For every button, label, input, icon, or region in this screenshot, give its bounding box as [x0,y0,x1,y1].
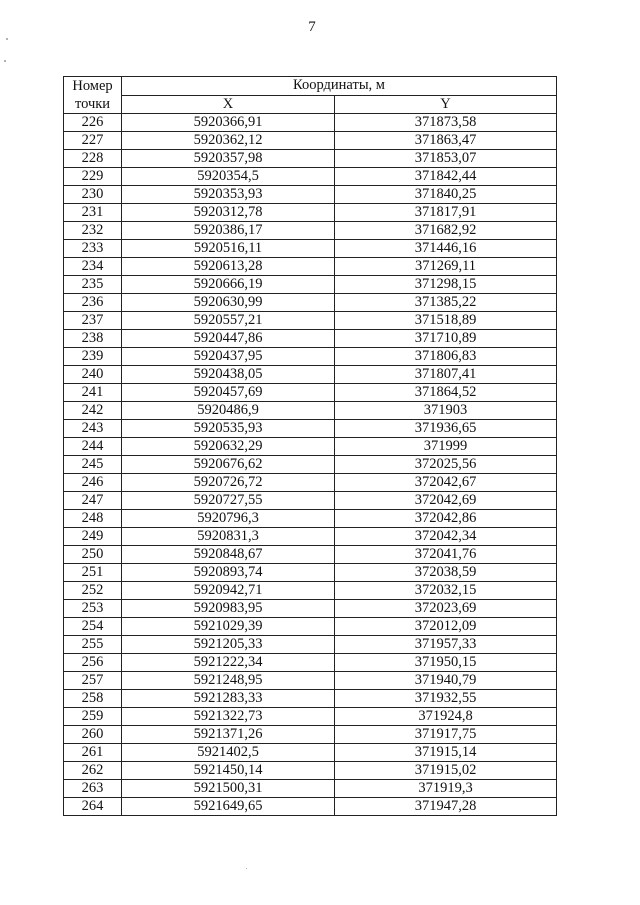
y-coordinate-cell: 372038,59 [335,564,557,582]
y-coordinate-cell: 372042,69 [335,492,557,510]
scan-speck [246,868,247,869]
point-number-cell: 241 [64,384,122,402]
y-coordinate-cell: 371919,3 [335,780,557,798]
y-coordinate-cell: 371940,79 [335,672,557,690]
table-row [64,546,557,564]
point-header-line1: Номер [72,78,113,94]
table-row [64,780,557,798]
point-number-cell: 244 [64,438,122,456]
x-coordinate-cell: 5920535,93 [122,420,335,438]
x-coordinate-cell: 5921283,33 [122,690,335,708]
point-number-cell: 234 [64,258,122,276]
table-row [64,294,557,312]
y-coordinate-cell: 372012,09 [335,618,557,636]
y-coordinate-cell: 371999 [335,438,557,456]
table-row [64,600,557,618]
table-row [64,474,557,492]
page-number: 7 [308,19,316,35]
point-number-cell: 245 [64,456,122,474]
y-coordinate-cell: 371932,55 [335,690,557,708]
point-number-cell: 240 [64,366,122,384]
point-number-cell: 262 [64,762,122,780]
x-coordinate-cell: 5920942,71 [122,582,335,600]
table-row [64,456,557,474]
table-row [64,168,557,186]
y-coordinate-cell: 371950,15 [335,654,557,672]
x-coordinate-cell: 5920437,95 [122,348,335,366]
table-row [64,330,557,348]
point-number-cell: 243 [64,420,122,438]
header-row-axes [64,95,557,114]
x-coordinate-cell: 5920357,98 [122,150,335,168]
x-coordinate-cell: 5920676,62 [122,456,335,474]
x-coordinate-cell: 5920632,29 [122,438,335,456]
table-row [64,348,557,366]
point-number-header [64,77,122,114]
x-coordinate-cell: 5921500,31 [122,780,335,798]
table-row [64,654,557,672]
x-coordinate-cell: 5920366,91 [122,114,335,132]
x-coordinate-cell: 5920831,3 [122,528,335,546]
table-row [64,438,557,456]
table-row [64,510,557,528]
point-number-cell: 233 [64,240,122,258]
x-coordinate-cell: 5921205,33 [122,636,335,654]
table-row [64,618,557,636]
table-row [64,744,557,762]
point-number-cell: 253 [64,600,122,618]
y-coordinate-cell: 371682,92 [335,222,557,240]
x-coordinate-cell: 5920796,3 [122,510,335,528]
x-coordinate-cell: 5920438,05 [122,366,335,384]
scan-speck [6,38,8,40]
point-number-cell: 257 [64,672,122,690]
x-coordinate-cell: 5921029,39 [122,618,335,636]
y-coordinate-cell: 371518,89 [335,312,557,330]
y-coordinate-cell: 371957,33 [335,636,557,654]
y-coordinate-cell: 372041,76 [335,546,557,564]
y-coordinate-cell: 371863,47 [335,132,557,150]
y-coordinate-cell: 371298,15 [335,276,557,294]
y-coordinate-cell: 372025,56 [335,456,557,474]
y-coordinate-cell: 371817,91 [335,204,557,222]
y-coordinate-cell: 371269,11 [335,258,557,276]
table-row [64,384,557,402]
table-header [64,77,557,114]
point-number-cell: 260 [64,726,122,744]
point-number-cell: 255 [64,636,122,654]
table-row [64,672,557,690]
x-coordinate-cell: 5920386,17 [122,222,335,240]
y-coordinate-cell: 372042,34 [335,528,557,546]
x-coordinate-cell: 5920727,55 [122,492,335,510]
table-row [64,114,557,132]
point-header-line2: точки [74,96,111,112]
x-coordinate-cell: 5921248,95 [122,672,335,690]
y-coordinate-cell: 371936,65 [335,420,557,438]
x-coordinate-cell: 5920726,72 [122,474,335,492]
x-coordinate-cell: 5920557,21 [122,312,335,330]
y-coordinate-cell: 371903 [335,402,557,420]
table-row [64,402,557,420]
point-number-cell: 232 [64,222,122,240]
table-row [64,636,557,654]
x-coordinate-cell: 5921371,26 [122,726,335,744]
table-row [64,132,557,150]
x-coordinate-cell: 5920312,78 [122,204,335,222]
table-row [64,258,557,276]
point-number-cell: 228 [64,150,122,168]
point-number-cell: 237 [64,312,122,330]
x-coordinate-cell: 5921222,34 [122,654,335,672]
x-coordinate-cell: 5920354,5 [122,168,335,186]
point-number-cell: 249 [64,528,122,546]
y-coordinate-cell: 372042,67 [335,474,557,492]
y-coordinate-cell: 371807,41 [335,366,557,384]
table-row [64,492,557,510]
y-coordinate-cell: 372032,15 [335,582,557,600]
x-coordinate-cell: 5920353,93 [122,186,335,204]
point-number-cell: 246 [64,474,122,492]
y-coordinate-cell: 371915,14 [335,744,557,762]
table-row [64,420,557,438]
point-number-cell: 239 [64,348,122,366]
point-number-cell: 247 [64,492,122,510]
coordinates-header: Координаты, м [122,77,557,96]
x-coordinate-cell: 5920362,12 [122,132,335,150]
y-coordinate-cell: 371873,58 [335,114,557,132]
point-number-cell: 258 [64,690,122,708]
table-row [64,366,557,384]
coordinates-table [63,76,557,816]
point-number-cell: 230 [64,186,122,204]
point-number-cell: 252 [64,582,122,600]
table-row [64,582,557,600]
x-coordinate-cell: 5920666,19 [122,276,335,294]
point-number-cell: 248 [64,510,122,528]
x-coordinate-cell: 5921322,73 [122,708,335,726]
point-number-cell: 229 [64,168,122,186]
y-coordinate-cell: 371924,8 [335,708,557,726]
table-row [64,564,557,582]
table-row [64,690,557,708]
x-coordinate-cell: 5921649,65 [122,798,335,816]
x-coordinate-cell: 5921402,5 [122,744,335,762]
x-header: X [122,95,335,114]
point-number-cell: 227 [64,132,122,150]
table-row [64,186,557,204]
scan-speck [4,60,6,62]
y-header: Y [335,95,557,114]
x-coordinate-cell: 5920516,11 [122,240,335,258]
x-coordinate-cell: 5920447,86 [122,330,335,348]
point-number-cell: 263 [64,780,122,798]
point-number-cell: 235 [64,276,122,294]
point-number-cell: 231 [64,204,122,222]
point-number-cell: 242 [64,402,122,420]
y-coordinate-cell: 372023,69 [335,600,557,618]
y-coordinate-cell: 371864,52 [335,384,557,402]
table-row [64,240,557,258]
point-number-cell: 251 [64,564,122,582]
x-coordinate-cell: 5920486,9 [122,402,335,420]
header-row-top [64,77,557,96]
table-row [64,312,557,330]
table-row [64,150,557,168]
x-coordinate-cell: 5920893,74 [122,564,335,582]
point-number-cell: 238 [64,330,122,348]
point-number-cell: 226 [64,114,122,132]
table-row [64,762,557,780]
x-coordinate-cell: 5920613,28 [122,258,335,276]
table-row [64,528,557,546]
point-number-cell: 236 [64,294,122,312]
y-coordinate-cell: 371917,75 [335,726,557,744]
y-coordinate-cell: 371446,16 [335,240,557,258]
x-coordinate-cell: 5920848,67 [122,546,335,564]
x-coordinate-cell: 5920983,95 [122,600,335,618]
point-number-cell: 264 [64,798,122,816]
y-coordinate-cell: 371915,02 [335,762,557,780]
y-coordinate-cell: 372042,86 [335,510,557,528]
table-row [64,276,557,294]
point-number-cell: 259 [64,708,122,726]
y-coordinate-cell: 371947,28 [335,798,557,816]
x-coordinate-cell: 5920457,69 [122,384,335,402]
y-coordinate-cell: 371710,89 [335,330,557,348]
point-number-cell: 250 [64,546,122,564]
y-coordinate-cell: 371840,25 [335,186,557,204]
table-body [64,114,557,816]
table-row [64,708,557,726]
y-coordinate-cell: 371385,22 [335,294,557,312]
table-row [64,726,557,744]
x-coordinate-cell: 5920630,99 [122,294,335,312]
point-number-cell: 254 [64,618,122,636]
y-coordinate-cell: 371842,44 [335,168,557,186]
point-number-cell: 261 [64,744,122,762]
y-coordinate-cell: 371853,07 [335,150,557,168]
table-row [64,798,557,816]
table-row [64,204,557,222]
point-number-cell: 256 [64,654,122,672]
table-row [64,222,557,240]
y-coordinate-cell: 371806,83 [335,348,557,366]
x-coordinate-cell: 5921450,14 [122,762,335,780]
